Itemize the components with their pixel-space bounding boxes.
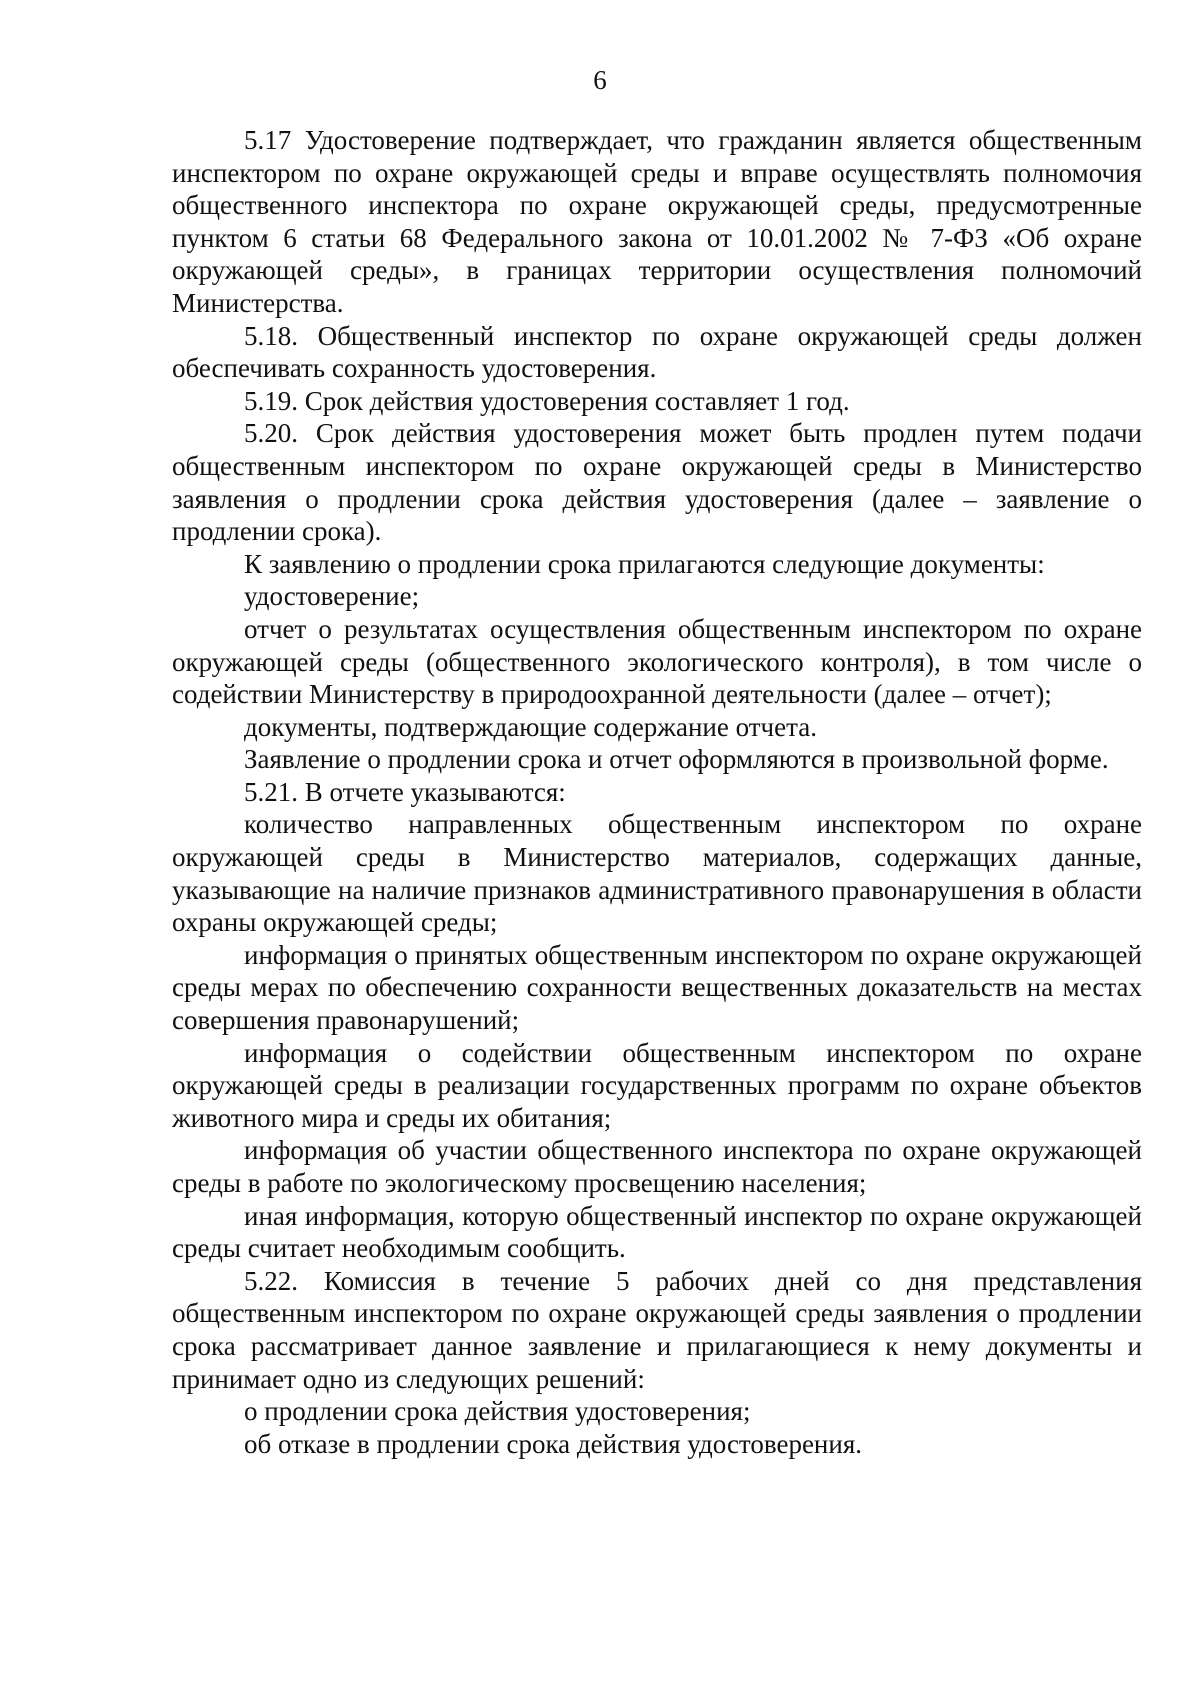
document-body	[172, 124, 1142, 1460]
paragraph-5-17: 5.17 Удостоверение подтверждает, что гражданин является общественным инспектором по охране окружающей среды и вправе осуществлять полномочия общественного инспектора по охране окружающей среды, предусмотренные пунктом 6 статьи 68 Федерального закона от 10.01.2002 № 7-ФЗ «Об охране окружающей среды», в границах территории осуществления полномочий Министерства.	[172, 125, 1142, 318]
paragraph-attachment-report: отчет о результатах осуществления общественным инспектором по охране окружающей среды (общественного экологического контроля), в том числе о содействии Министерству в природоохранной деятельности (далее – отчет);	[172, 613, 1142, 710]
paragraph-report-item-3: информация о содействии общественным инспектором по охране окружающей среды в реализации государственных программ по охране объектов животного мира и среды их обитания;	[172, 1037, 1142, 1133]
paragraph-attachment-documents: документы, подтверждающие содержание отчета.	[244, 711, 817, 742]
paragraph-report-item-4: информация об участии общественного инспектора по охране окружающей среды в работе по экологическому просвещению населения;	[172, 1135, 1142, 1198]
paragraph-report-item-1: количество направленных общественным инспектором по охране окружающей среды в Министерство материалов, содержащих данные, указывающие на наличие признаков административного правонарушения в области охраны окружающей среды;	[172, 809, 1142, 938]
paragraph-report-item-2: информация о принятых общественным инспектором по охране окружающей среды мерах по обеспечению сохранности вещественных доказательств на местах совершения правонарушений;	[172, 939, 1142, 1036]
page-number: 6	[593, 65, 607, 95]
paragraph-decision-extend: о продлении срока действия удостоверения;	[244, 1396, 751, 1427]
paragraph-5-21: 5.21. В отчете указываются:	[244, 776, 566, 807]
paragraph-attachment-certificate: удостоверение;	[244, 581, 420, 612]
paragraph-attachments-intro: К заявлению о продлении срока прилагаются следующие документы:	[244, 548, 1045, 579]
paragraph-free-form: Заявление о продлении срока и отчет оформляются в произвольной форме.	[244, 744, 1109, 775]
paragraph-report-item-5: иная информация, которую общественный инспектор по охране окружающей среды считает необходимым сообщить.	[172, 1200, 1142, 1264]
paragraph-5-18: 5.18. Общественный инспектор по охране окружающей среды должен обеспечивать сохранность удостоверения.	[172, 320, 1142, 384]
paragraph-5-22: 5.22. Комиссия в течение 5 рабочих дней со дня представления общественным инспектором по охране окружающей среды заявления о продлении срока рассматривает данное заявление и прилагающиеся к нему документы и принимает одно из следующих решений:	[172, 1265, 1142, 1394]
paragraph-decision-refuse: об отказе в продлении срока действия удостоверения.	[244, 1428, 862, 1459]
paragraph-5-19: 5.19. Срок действия удостоверения составляет 1 год.	[244, 385, 850, 416]
paragraph-5-20: 5.20. Срок действия удостоверения может быть продлен путем подачи общественным инспектором по охране окружающей среды в Министерство заявления о продлении срока действия удостоверения (далее – заявление о продлении срока).	[172, 418, 1142, 547]
